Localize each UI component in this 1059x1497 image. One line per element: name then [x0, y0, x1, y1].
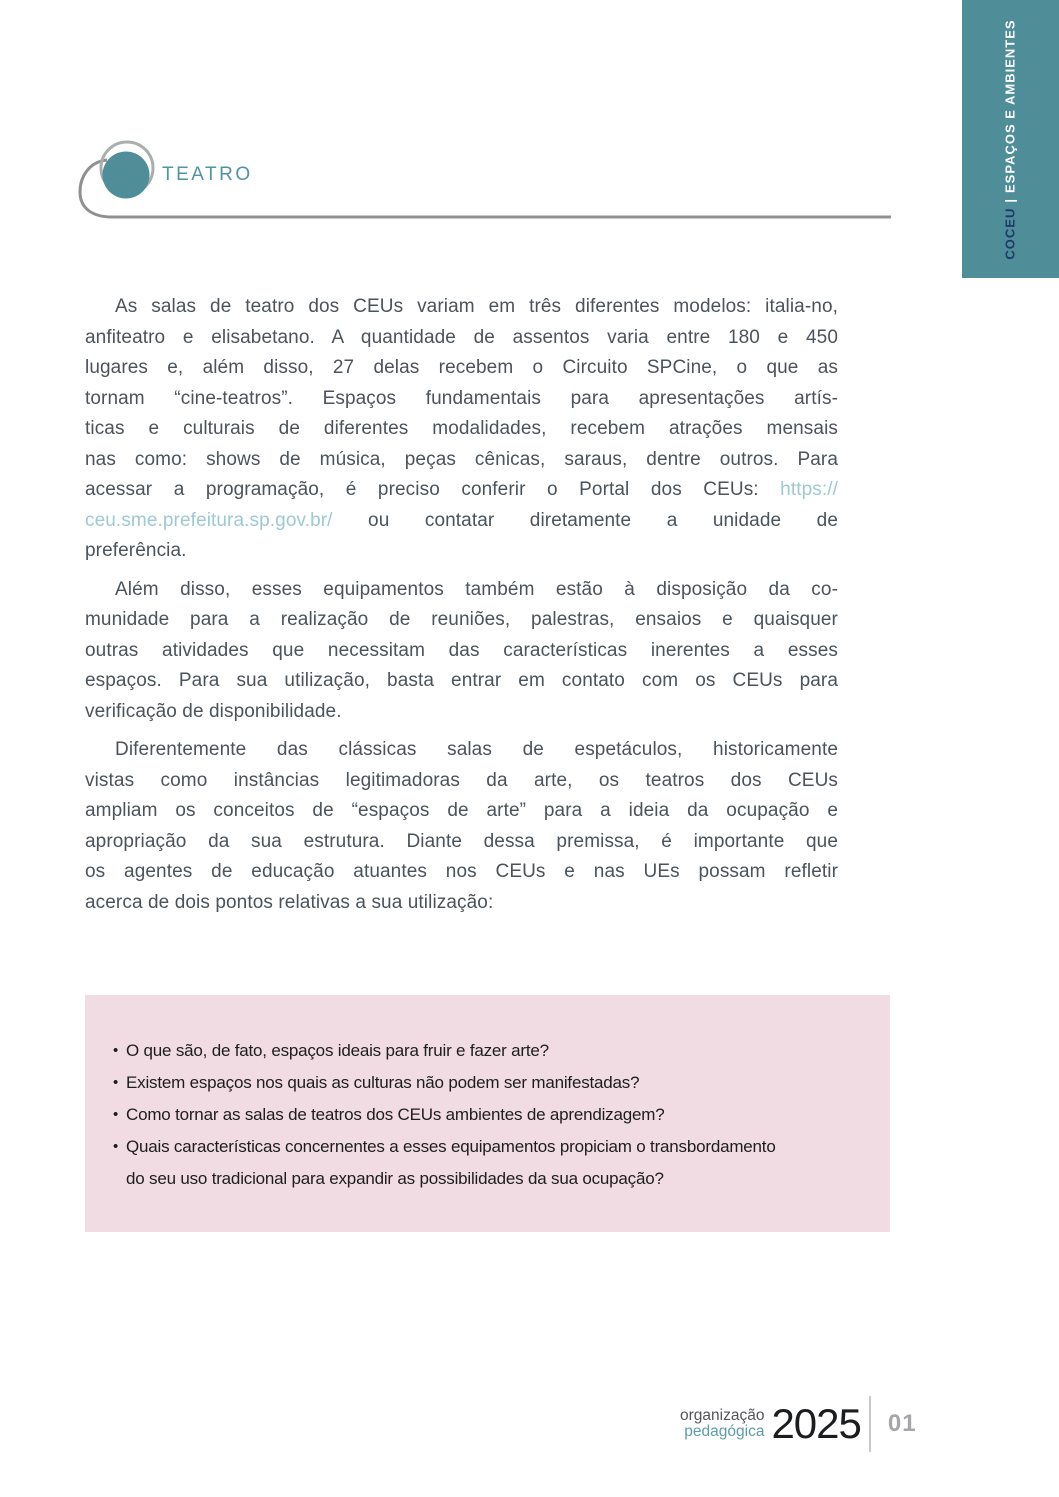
paragraph-line: [85, 445, 838, 476]
text-segment: ou contatar diretamente a unidade de: [332, 509, 838, 531]
paragraph-line: [85, 323, 838, 354]
questions-list: [113, 1035, 864, 1195]
body-text: [85, 292, 838, 926]
page-number: 01: [887, 1410, 917, 1437]
paragraph-line: [85, 475, 838, 506]
text-segment: lugares e, além disso, 27 delas recebem o Circuito SPCine, o que as: [85, 357, 838, 378]
text-segment: munidade para a realização de reuniões, palestras, ensaios e quaisquer: [85, 609, 838, 630]
text-segment: os agentes de educação atuantes nos CEUs e nas UEs possam refletir: [85, 861, 838, 882]
paragraph-line: [85, 536, 838, 567]
question-item: [113, 1067, 864, 1099]
paragraph-line: [85, 888, 838, 919]
text-segment: anfiteatro e elisabetano. A quantidade de assentos varia entre 180 e 450: [85, 326, 838, 348]
sidebar-label-separator: |: [1003, 197, 1019, 203]
text-segment: espaços. Para sua utilização, basta entrar em contato com os CEUs para: [85, 670, 838, 691]
footer-year: 2025: [771, 1400, 861, 1447]
sidebar-label: [1003, 19, 1018, 259]
question-item: [113, 1035, 864, 1067]
paragraph-line: [85, 697, 838, 728]
sidebar-label-secondary: ESPAÇOS E AMBIENTES: [1003, 18, 1019, 193]
sidebar-label-primary: COCEU: [1003, 207, 1019, 260]
paragraph-line: [85, 506, 838, 537]
paragraph-line: [85, 575, 838, 606]
text-segment: outras atividades que necessitam das características inerentes a esses: [85, 639, 838, 661]
text-segment: tornam “cine-teatros”. Espaços fundamentais para apresentações artís-: [85, 387, 838, 409]
paragraph-line: [85, 666, 838, 697]
marker-disc-icon: [103, 152, 150, 199]
text-segment: ticas e culturais de diferentes modalidades, recebem atrações mensais: [85, 418, 838, 439]
text-segment: Diferentemente das clássicas salas de espetáculos, historicamente: [115, 739, 838, 760]
text-segment: apropriação da sua estrutura. Diante dessa premissa, é importante que: [85, 830, 838, 852]
text-segment: nas como: shows de música, peças cênicas, saraus, dentre outros. Para: [85, 448, 838, 470]
questions-box: [85, 995, 890, 1232]
paragraph-line: [85, 766, 838, 797]
question-item: [113, 1099, 864, 1131]
paragraph: [85, 292, 838, 567]
paragraph-line: [85, 636, 838, 667]
text-segment: acerca de dois pontos relativas a sua utilização:: [85, 891, 494, 913]
paragraph-line: [85, 414, 838, 445]
text-segment: ampliam os conceitos de “espaços de arte” para a ideia da ocupação e: [85, 800, 838, 821]
question-line: • Como tornar as salas de teatros dos CEUs ambientes de aprendizagem?: [126, 1105, 665, 1124]
sidebar-tab: [962, 0, 1059, 278]
text-segment: verificação de disponibilidade.: [85, 700, 342, 722]
paragraph-line: [85, 353, 838, 384]
paragraph-line: [85, 735, 838, 766]
page-title: TEATRO: [162, 164, 253, 185]
paragraph-line: [85, 292, 838, 323]
paragraph-line: [85, 605, 838, 636]
paragraph-line: [85, 796, 838, 827]
footer: [680, 1394, 917, 1454]
text-segment: Além disso, esses equipamentos também estão à disposição da co-: [115, 578, 838, 600]
portal-link[interactable]: https://: [780, 479, 838, 500]
paragraph-line: [85, 857, 838, 888]
footer-brand-line1: organização: [680, 1407, 765, 1424]
text-segment: As salas de teatro dos CEUs variam em três diferentes modelos: italia-no,: [115, 296, 838, 317]
paragraph: [85, 735, 838, 918]
text-segment: preferência.: [85, 540, 187, 561]
text-segment: vistas como instâncias legitimadoras da arte, os teatros dos CEUs: [85, 769, 838, 791]
question-line: do seu uso tradicional para expandir as possibilidades da sua ocupação?: [126, 1169, 664, 1188]
paragraph-line: [85, 827, 838, 858]
footer-brand-line2: pedagógica: [684, 1423, 765, 1440]
paragraph: [85, 575, 838, 728]
question-line: • Existem espaços nos quais as culturas não podem ser manifestadas?: [126, 1073, 640, 1092]
portal-link[interactable]: ceu.sme.prefeitura.sp.gov.br/: [85, 509, 333, 531]
question-line: • O que são, de fato, espaços ideais para fruir e fazer arte?: [126, 1041, 549, 1060]
footer-brand: [680, 1408, 764, 1440]
question-item: [113, 1131, 864, 1195]
text-segment: acessar a programação, é preciso conferir o Portal dos CEUs:: [85, 479, 781, 500]
paragraph-line: [85, 384, 838, 415]
question-line: • Quais características concernentes a esses equipamentos propiciam o transbordamento: [126, 1137, 776, 1156]
footer-divider: [869, 1396, 871, 1452]
